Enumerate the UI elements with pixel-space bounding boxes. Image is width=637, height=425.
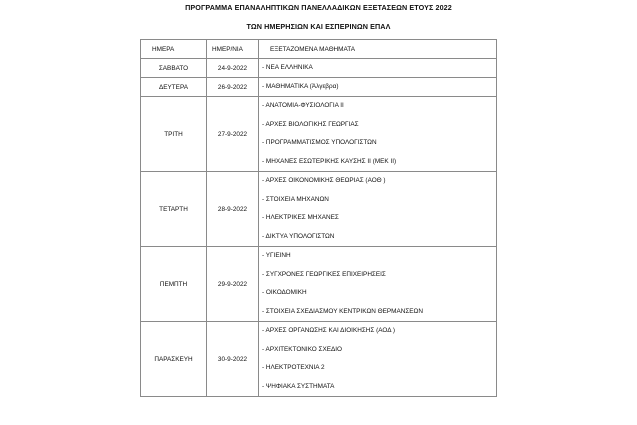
subject-item: - ΜΗΧΑΝΕΣ ΕΣΩΤΕΡΙΚΗΣ ΚΑΥΣΗΣ ΙΙ (ΜΕΚ ΙΙ) [262, 157, 397, 165]
document-subtitle: ΤΩΝ ΗΜΕΡΗΣΙΩΝ ΚΑΙ ΕΣΠΕΡΙΝΩΝ ΕΠΑΛ [246, 22, 391, 31]
subject-item: - ΥΓΙΕΙΝΗ [262, 252, 291, 259]
subject-item: - ΔΙΚΤΥΑ ΥΠΟΛΟΓΙΣΤΩΝ [262, 232, 335, 240]
day-cell: ΤΡΙΤΗ [141, 97, 207, 172]
subject-item: - ΑΡΧΙΤΕΚΤΟΝΙΚΟ ΣΧΕΔΙΟ [262, 345, 342, 353]
subject-item: - ΨΗΦΙΑΚΑ ΣΥΣΤΗΜΑΤΑ [262, 382, 335, 390]
date-cell: 29-9-2022 [207, 247, 259, 322]
subject-item: - ΜΑΘΗΜΑΤΙΚΑ (Άλγεβρα) [262, 83, 339, 90]
subject-item: - ΟΙΚΟΔΟΜΙΚΗ [262, 289, 307, 296]
day-cell: ΠΑΡΑΣΚΕΥΗ [141, 322, 207, 397]
subjects-cell [259, 59, 497, 78]
day-cell: ΣΑΒΒΑΤΟ [141, 59, 207, 78]
document-title: ΠΡΟΓΡΑΜΜΑ ΕΠΑΝΑΛΗΠΤΙΚΩΝ ΠΑΝΕΛΛΑΔΙΚΩΝ ΕΞΕΤΑΣΕΩΝ ΕΤΟΥΣ 2022 [185, 3, 452, 12]
table-row [141, 97, 497, 172]
day-cell: ΔΕΥΤΕΡΑ [141, 78, 207, 97]
date-cell: 28-9-2022 [207, 172, 259, 247]
header-date: ΗΜΕΡ/ΝΙΑ [207, 40, 259, 59]
subject-item: - ΑΡΧΕΣ ΒΙΟΛΟΓΙΚΗΣ ΓΕΩΡΓΙΑΣ [262, 120, 359, 128]
subjects-cell [259, 322, 497, 397]
subject-item: - ΣΤΟΙΧΕΙΑ ΜΗΧΑΝΩΝ [262, 195, 329, 203]
subject-item: - ΑΡΧΕΣ ΟΡΓΑΝΩΣΗΣ ΚΑΙ ΔΙΟΙΚΗΣΗΣ (ΑΟΔ ) [262, 327, 396, 334]
date-cell: 24-9-2022 [207, 59, 259, 78]
exam-schedule-table [140, 39, 497, 397]
table-row [141, 78, 497, 97]
date-cell: 27-9-2022 [207, 97, 259, 172]
table-row [141, 59, 497, 78]
date-cell: 26-9-2022 [207, 78, 259, 97]
subject-item: - ΣΤΟΙΧΕΙΑ ΣΧΕΔΙΑΣΜΟΥ ΚΕΝΤΡΙΚΩΝ ΘΕΡΜΑΝΣΕΩΝ [262, 307, 423, 315]
header-subjects: ΕΞΕΤΑΖΟΜΕΝΑ ΜΑΘΗΜΑΤΑ [259, 40, 497, 59]
subject-item: - ΠΡΟΓΡΑΜΜΑΤΙΣΜΟΣ ΥΠΟΛΟΓΙΣΤΩΝ [262, 139, 377, 146]
subject-item: - ΑΝΑΤΟΜΙΑ-ΦΥΣΙΟΛΟΓΙΑ ΙΙ [262, 102, 344, 109]
day-cell: ΠΕΜΠΤΗ [141, 247, 207, 322]
subjects-cell [259, 172, 497, 247]
date-cell: 30-9-2022 [207, 322, 259, 397]
table-header-row [141, 40, 497, 59]
header-day: ΗΜΕΡΑ [141, 40, 207, 59]
subject-item: - ΗΛΕΚΤΡΟΤΕΧΝΙΑ 2 [262, 364, 325, 371]
table-row [141, 322, 497, 397]
day-cell: ΤΕΤΑΡΤΗ [141, 172, 207, 247]
table-row [141, 247, 497, 322]
table-row [141, 172, 497, 247]
subjects-cell [259, 97, 497, 172]
subjects-cell [259, 247, 497, 322]
subject-item: - ΣΥΓΧΡΟΝΕΣ ΓΕΩΡΓΙΚΕΣ ΕΠΙΧΕΙΡΗΣΕΙΣ [262, 270, 386, 278]
subject-item: - ΝΕΑ ΕΛΛΗΝΙΚΑ [262, 64, 313, 71]
subject-item: - ΗΛΕΚΤΡΙΚΕΣ ΜΗΧΑΝΕΣ [262, 214, 339, 221]
subject-item: - ΑΡΧΕΣ ΟΙΚΟΝΟΜΙΚΗΣ ΘΕΩΡΙΑΣ (ΑΟΘ ) [262, 177, 386, 184]
subjects-cell [259, 78, 497, 97]
